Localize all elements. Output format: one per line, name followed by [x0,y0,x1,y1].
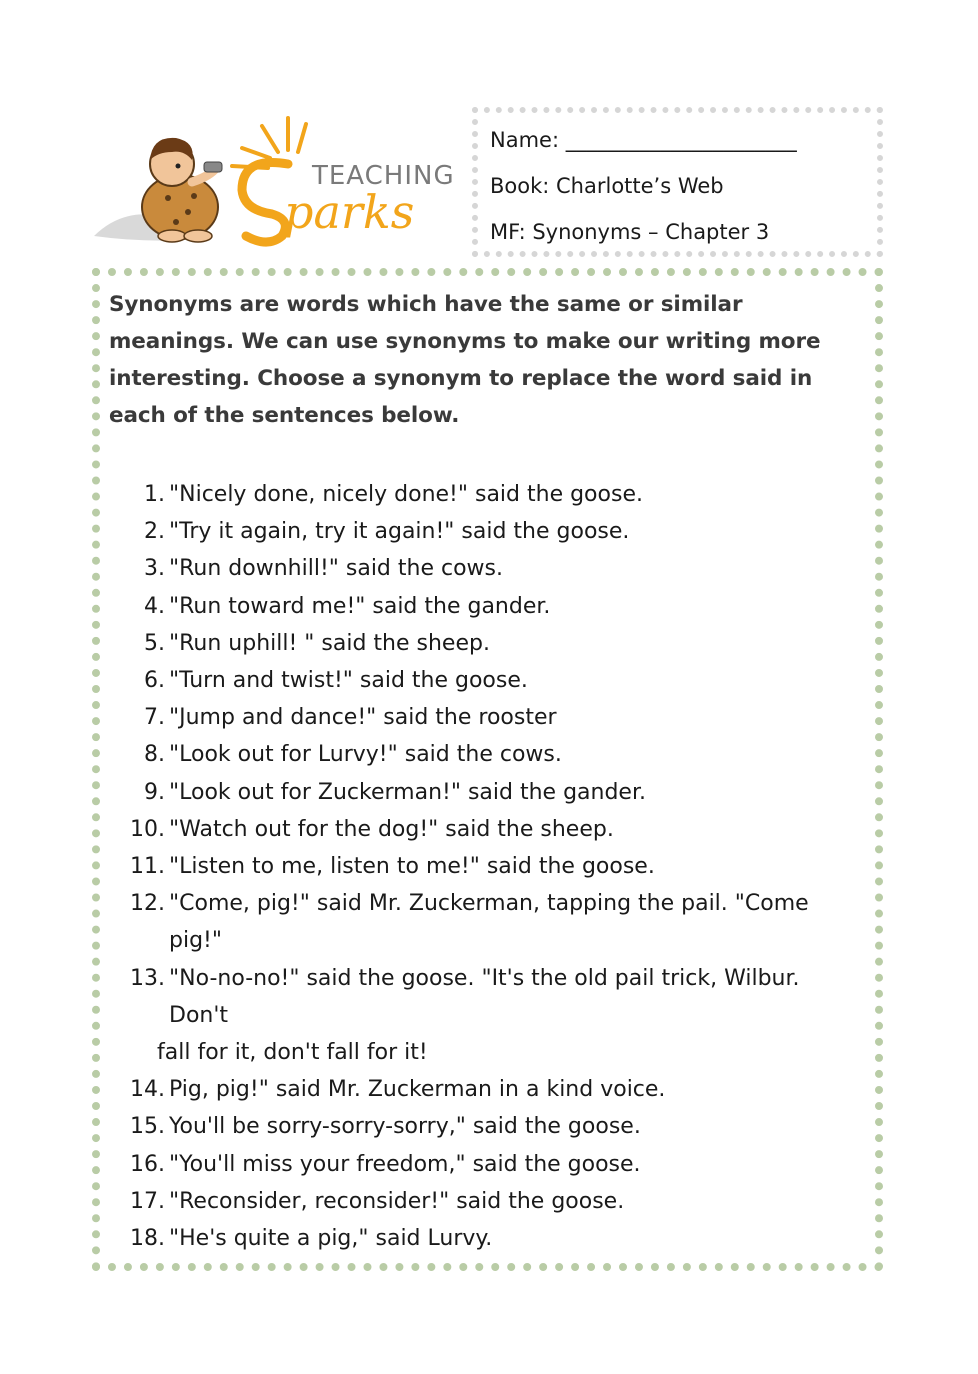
item-number: 6. [144,668,165,694]
item-number: 14. [130,1077,165,1103]
item-sentence: You'll be sorry-sorry-sorry," said the goose. [169,1114,641,1140]
worksheet-topic: MF: Synonyms – Chapter 3 [490,220,770,244]
list-item [109,1146,861,1183]
item-sentence: "Run uphill! " said the sheep. [169,630,490,656]
list-item [109,513,861,550]
list-item [109,1183,861,1220]
instructions: Synonyms are words which have the same or similar meanings. We can use synonyms to make our writing more interesting. Choose a synonym to replace the word said in each of the sentences below. [109,292,821,428]
item-sentence: "Look out for Zuckerman!" said the gander. [169,779,646,805]
item-number: 9. [144,779,165,805]
item-sentence: "Listen to me, listen to me!" said the goose. [169,854,655,880]
item-sentence: "Look out for Lurvy!" said the cows. [169,742,562,768]
list-item [109,811,861,848]
item-sentence: "Watch out for the dog!" said the sheep. [169,816,614,842]
worksheet-frame [92,268,883,1271]
item-sentence: "Run toward me!" said the gander. [169,593,551,619]
item-sentence: "No-no-no!" said the goose. "It's the old pail trick, Wilbur. Don't [169,965,800,1028]
item-number: 1. [144,482,165,507]
list-item [109,1108,861,1145]
list-item [109,885,861,959]
list-item [109,588,861,625]
item-number: 8. [144,742,165,768]
item-number: 4. [144,593,165,619]
logo-brand-top: TEACHING [312,161,454,191]
item-sentence: "You'll miss your freedom," said the goose. [169,1151,641,1177]
list-item [109,736,861,773]
list-item [109,774,861,811]
item-sentence: "He's quite a pig," said Lurvy. [169,1226,493,1252]
item-number: 12. [130,891,165,917]
list-item [109,848,861,885]
item-number: 17. [130,1188,165,1214]
item-number: 3. [144,556,165,582]
list-item [109,625,861,662]
item-sentence: Pig, pig!" said Mr. Zuckerman in a kind voice. [169,1077,666,1103]
list-item [109,1220,861,1257]
book-title: Book: Charlotte’s Web [490,174,724,198]
item-number: 16. [130,1151,165,1177]
list-item [109,1071,861,1108]
item-number: 13. [130,965,165,991]
item-sentence: "Jump and dance!" said the rooster [169,705,557,731]
item-number: 18. [130,1226,165,1252]
sentence-list [109,476,861,1257]
item-number: 15. [130,1114,165,1140]
list-item [109,550,861,587]
item-sentence: "Nicely done, nicely done!" said the goose. [169,482,643,507]
item-sentence-continued: fall for it, don't fall for it! [157,1040,428,1066]
item-sentence: "Turn and twist!" said the goose. [169,668,528,694]
item-sentence: "Come, pig!" said Mr. Zuckerman, tapping the pail. "Come pig!" [169,891,809,954]
list-item [109,960,861,1072]
list-item [109,476,861,513]
item-number: 5. [144,630,165,656]
list-item [109,662,861,699]
item-number: 2. [144,519,165,545]
list-item [109,699,861,736]
logo-brand-bottom: parks [284,185,415,239]
item-sentence: "Reconsider, reconsider!" said the goose. [169,1188,625,1214]
teaching-sparks-logo [92,112,454,254]
name-field[interactable]: Name: ______________________ [490,128,797,152]
caveman-mascot-icon [92,112,454,254]
item-number: 11. [130,854,165,880]
item-sentence: "Run downhill!" said the cows. [169,556,503,582]
item-number: 10. [130,816,165,842]
student-info-box [472,107,883,257]
item-sentence: "Try it again, try it again!" said the goose. [169,519,630,545]
item-number: 7. [144,705,165,731]
